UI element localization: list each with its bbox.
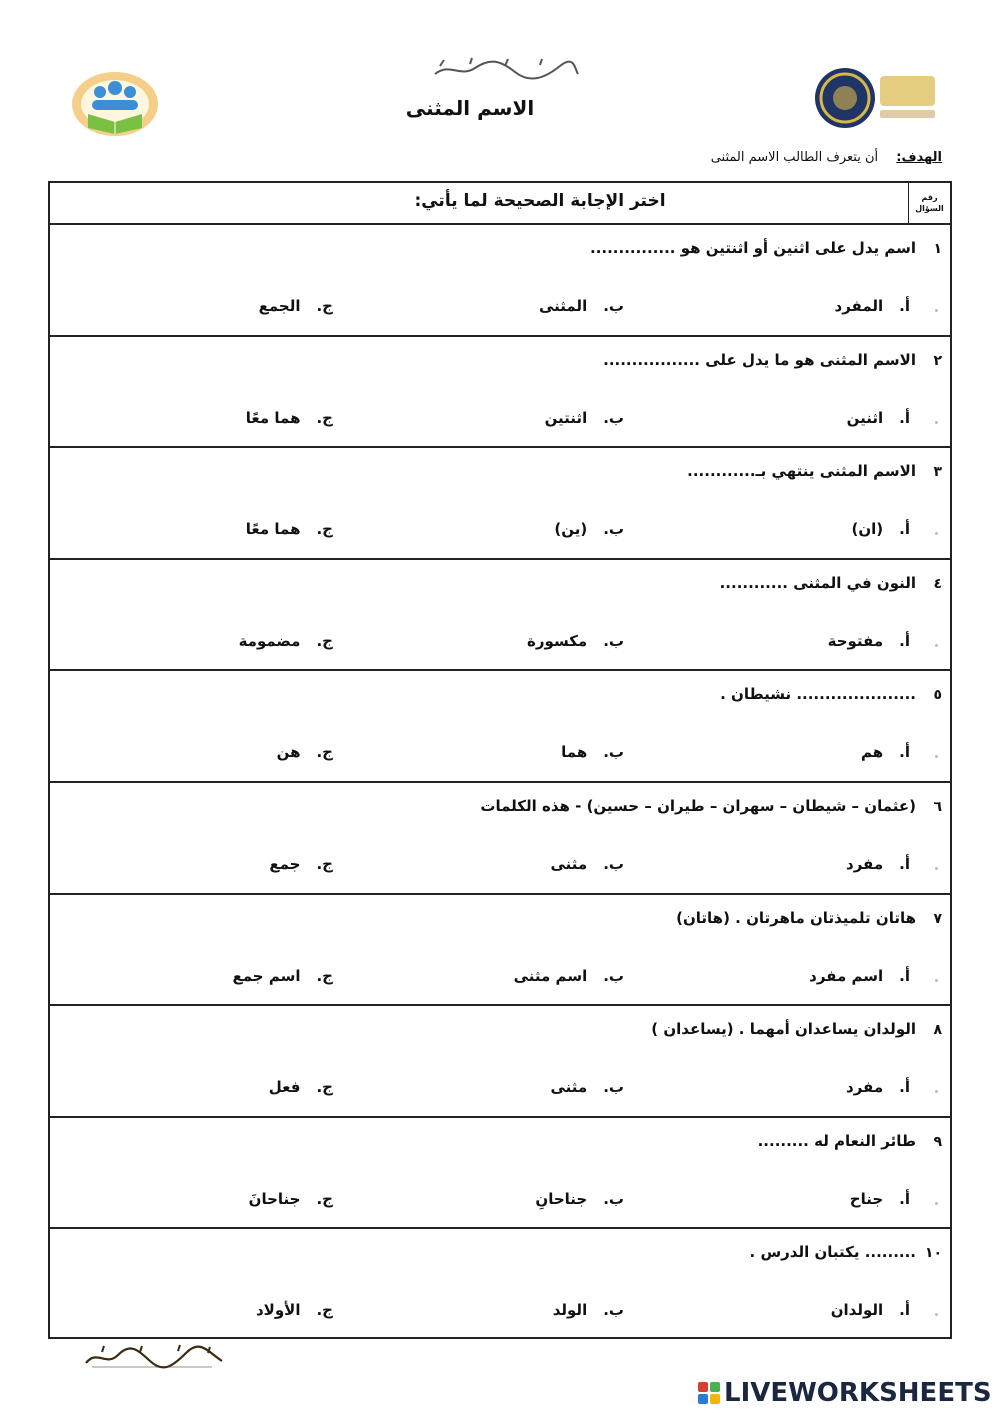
option-text: هما [561,743,588,762]
question-text: الاسم المثنى ينتهي بـ............ [687,462,916,481]
answer-option-c[interactable] [259,297,333,315]
option-text: جمع [269,855,301,873]
option-letter: ج. [316,631,333,650]
option-text: هما معًا [245,408,301,427]
option-text: (ان) [851,520,884,539]
question-text: الاسم المثنى هو ما يدل على ................. [603,350,916,369]
answer-option-b[interactable] [527,632,624,650]
answer-option-b[interactable] [551,855,625,873]
answer-option-a[interactable] [831,1301,910,1319]
option-letter: ب. [603,966,624,985]
answer-marker [935,755,938,758]
option-letter: ج. [316,743,333,762]
question-text: (عثمان – شيطان – سهران – طيران – حسين) - هذه الكلمات [480,797,916,815]
question-number-header: رقم السؤال [908,183,950,223]
option-letter: ب. [603,855,624,873]
option-text: الولدان [830,1301,884,1320]
answer-option-a[interactable] [809,967,910,985]
institute-logo-right [800,62,945,134]
option-letter: أ. [899,743,910,762]
question-text: ..................... نشيطان . [720,685,916,704]
answer-option-c[interactable] [246,409,333,427]
answer-option-a[interactable] [850,1190,910,1208]
option-letter: ج. [316,855,333,873]
option-letter: أ. [899,408,910,427]
answer-option-b[interactable] [551,1078,625,1096]
liveworksheets-brand[interactable] [698,1378,998,1410]
question-row [50,1229,950,1341]
option-letter: أ. [899,966,910,985]
question-number: ٨ [933,1022,942,1039]
question-number: ٤ [933,575,942,592]
option-letter: أ. [899,1189,910,1208]
option-letter: ج. [316,408,333,427]
question-row [50,337,950,449]
question-text: اسم يدل على اثنين أو اثنتين هو ............... [590,239,916,257]
option-text: مفتوحة [827,631,884,650]
answer-option-c[interactable] [277,743,333,761]
option-text: جناحانَ [248,1189,301,1208]
answer-option-a[interactable] [861,743,910,761]
table-header [50,183,950,225]
option-text: هن [276,743,301,762]
option-letter: ب. [603,408,624,427]
question-text: الولدان يساعدان أمهما . (يساعدان ) [651,1020,916,1039]
question-row [50,560,950,672]
option-text: مثنى [550,855,588,873]
option-letter: ب. [603,520,624,539]
answer-option-b[interactable] [514,967,624,985]
question-row [50,783,950,895]
instruction-heading: اختر الإجابة الصحيحة لما يأتي: [414,191,666,211]
answer-option-c[interactable] [232,967,333,985]
answer-option-b[interactable] [539,297,624,315]
answer-option-a[interactable] [846,1078,910,1096]
option-text: الولد [552,1301,588,1320]
option-text: جناحانِ [535,1189,588,1208]
answer-marker [935,867,938,870]
option-letter: ب. [603,743,624,762]
teacher-signature [82,1343,227,1371]
answer-option-c[interactable] [246,520,333,538]
option-letter: ج. [316,1078,333,1097]
option-text: اسم مثنى [513,966,588,985]
question-number: ٦ [933,799,942,815]
option-text: اثنين [846,408,884,427]
option-letter: ج. [316,1301,333,1320]
option-letter: أ. [899,520,910,539]
school-logo-left [70,66,160,138]
answer-option-a[interactable] [847,409,910,427]
option-text: مضمومة [238,631,301,650]
option-letter: ج. [316,297,333,315]
question-row [50,448,950,560]
option-letter: أ. [899,1301,910,1320]
answer-marker [935,1202,938,1205]
option-text: (ين) [554,520,588,539]
question-number: ٧ [933,910,942,927]
option-letter: ب. [603,1078,624,1097]
goal-text: أن يتعرف الطالب الاسم المثنى [710,150,879,165]
answer-option-b[interactable] [553,1301,624,1319]
answer-option-c[interactable] [269,855,333,873]
answer-option-a[interactable] [852,520,911,538]
goal-label: الهدف: [896,150,942,165]
option-letter: أ. [899,631,910,650]
answer-option-c[interactable] [269,1078,333,1096]
question-row [50,1006,950,1118]
option-text: مفرد [846,855,884,873]
option-letter: أ. [899,1078,910,1097]
question-number: ١٠ [924,1245,942,1262]
option-text: مثنى [550,1078,588,1097]
option-text: المثنى [538,297,588,315]
option-text: اثنتين [544,408,588,427]
option-letter: ج. [316,520,333,539]
question-row [50,225,950,337]
option-letter: ج. [316,1189,333,1208]
option-text: مفرد [846,1078,884,1097]
answer-option-c[interactable] [256,1301,333,1319]
option-text: اسم جمع [232,966,301,985]
question-number: ٣ [933,464,942,481]
answer-option-c[interactable] [249,1190,333,1208]
answer-marker [935,644,938,647]
answer-option-a[interactable] [835,297,911,315]
option-letter: أ. [899,855,910,873]
question-row [50,895,950,1007]
question-number: ٥ [933,687,942,704]
option-letter: ج. [316,966,333,985]
option-letter: ب. [603,1189,624,1208]
page-title: الاسم المثنى [405,96,535,120]
question-number: ١ [933,241,942,257]
answer-option-b[interactable] [545,409,624,427]
question-text: هاتان تلميذتان ماهرتان . (هاتان) [676,908,916,927]
brand-name: LIVEWORKSHEETS [724,1378,992,1408]
option-text: جناح [849,1189,884,1208]
answer-option-b[interactable] [561,743,624,761]
question-number: ٩ [933,1133,942,1150]
answer-marker [935,421,938,424]
option-text: مكسورة [527,631,588,650]
brand-logo-icon [698,1382,720,1404]
option-text: الجمع [258,297,301,315]
answer-marker [935,309,938,312]
option-text: اسم مفرد [809,966,884,985]
option-text: هم [860,743,884,762]
question-row [50,671,950,783]
question-text: طائر النعام له ......... [757,1131,916,1150]
answer-option-c[interactable] [239,632,333,650]
worksheet-table [48,181,952,1339]
answer-option-a[interactable] [828,632,910,650]
answer-option-b[interactable] [535,1190,624,1208]
question-text: ......... يكتبان الدرس . [749,1243,916,1262]
option-letter: أ. [899,297,910,315]
answer-marker [935,1313,938,1316]
question-text: النون في المثنى ............ [719,573,916,592]
answer-marker [935,532,938,535]
lesson-goal [711,150,942,165]
question-row [50,1118,950,1230]
answer-option-a[interactable] [846,855,910,873]
answer-option-b[interactable] [554,520,624,538]
question-number: ٢ [933,352,942,369]
answer-marker [935,979,938,982]
option-text: الأولاد [255,1301,301,1320]
option-letter: ب. [603,631,624,650]
answer-marker [935,1090,938,1093]
option-text: المفرد [834,297,884,315]
option-letter: ب. [603,1301,624,1320]
option-text: فعل [268,1078,301,1097]
option-letter: ب. [603,297,624,315]
basmala-calligraphy [430,56,580,82]
option-text: هما معًا [245,520,301,539]
